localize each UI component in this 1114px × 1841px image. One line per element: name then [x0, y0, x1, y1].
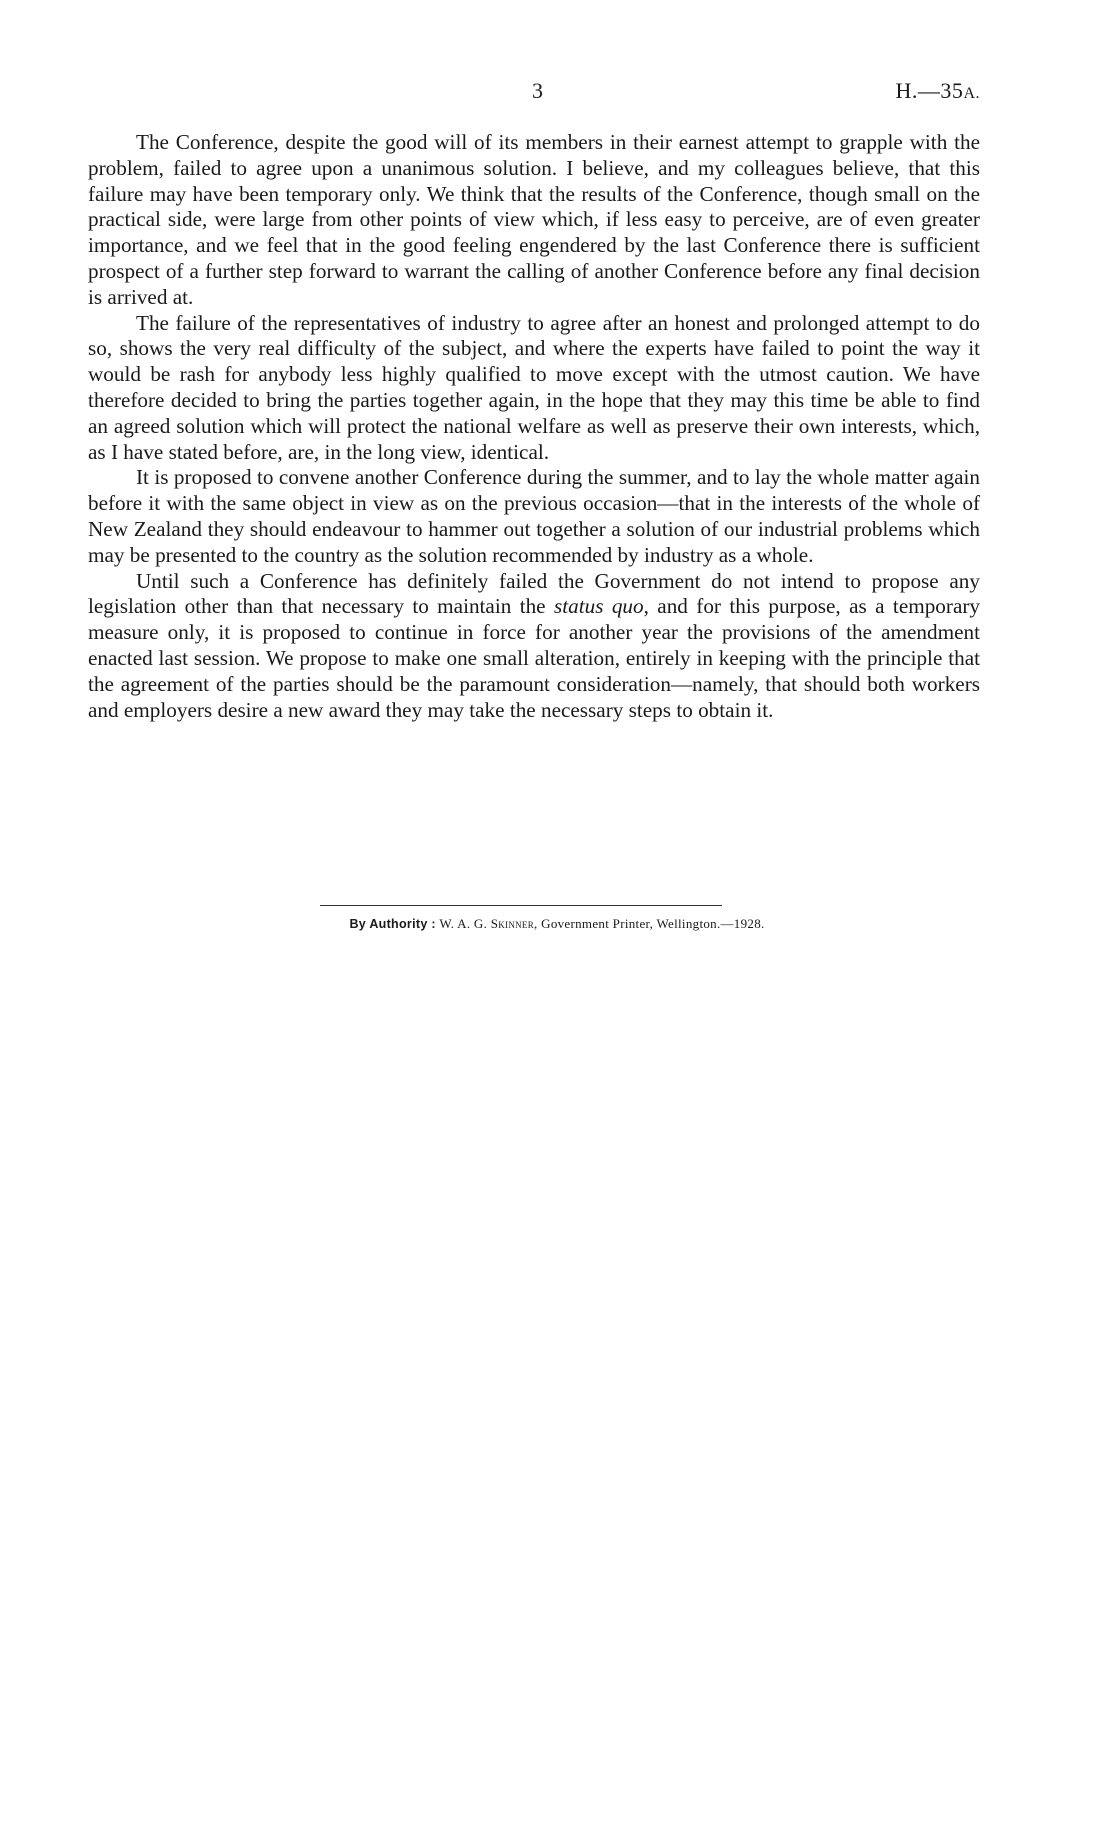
paragraph-4-text-after: , and for this purpose, as a temporary measure only, it is proposed to continue in force for another year the provisions of the amendment enacted last session. We propose to make one small alteration, entirely in keeping with the principle that the agreement of the parties should be the paramount consideration—namely, that should both workers and employers desire a new award they may take the necessary steps to obtain it. [88, 594, 980, 722]
imprint-authority: By Authority : [349, 917, 436, 931]
paragraph-2: The failure of the representatives of industry to agree after an honest and prolonged attempt to do so, shows the very real difficulty of the subject, and where the experts have failed to point the way it would be rash for anybody less highly qualified to move except with the utmost caution. We have therefore decided to bring the parties together again, in the hope that they may this time be able to find an agreed solution which will protect the national welfare as well as preserve their own interests, which, as I have stated before, are, in the long view, identical. [88, 310, 980, 464]
page-number: 3 [532, 78, 543, 103]
document-reference [896, 78, 980, 104]
paragraph-4 [88, 569, 980, 724]
paragraph-4-italic-term: status quo [553, 594, 644, 619]
paragraph-4-text-before: Until such a Conference has definitely failed the Government do not intend to propose any legislation other than that necessary to maintain the [88, 568, 980, 619]
imprint-printer-name: W. A. G. Skinner [439, 916, 535, 931]
document-reference-suffix: A. [963, 85, 980, 102]
printer-imprint [0, 916, 1114, 932]
document-reference-prefix: H.—35 [895, 78, 964, 103]
page-header [0, 78, 1114, 108]
body-text [88, 130, 980, 723]
paragraph-1: The Conference, despite the good will of its members in their earnest attempt to grapple with the problem, failed to agree upon a unanimous solution. I believe, and my colleagues believe, that this failure may have been temporary only. We think that the results of the Conference, though small on the practical side, were large from other points of view which, if less easy to perceive, are of even greater importance, and we feel that in the good feeling engendered by the last Conference there is sufficient prospect of a further step forward to warrant the calling of another Conference before any final decision is arrived at. [88, 130, 980, 309]
imprint-details: , Government Printer, Wellington.—1928. [534, 916, 765, 931]
footer-rule [320, 905, 722, 906]
paragraph-3: It is proposed to convene another Conference during the summer, and to lay the whole matter again before it with the same object in view as on the previous occasion—that in the interests of the whole of New Zealand they should endeavour to hammer out together a solution of our industrial problems which may be presented to the country as the solution recommended by industry as a whole. [88, 465, 980, 567]
